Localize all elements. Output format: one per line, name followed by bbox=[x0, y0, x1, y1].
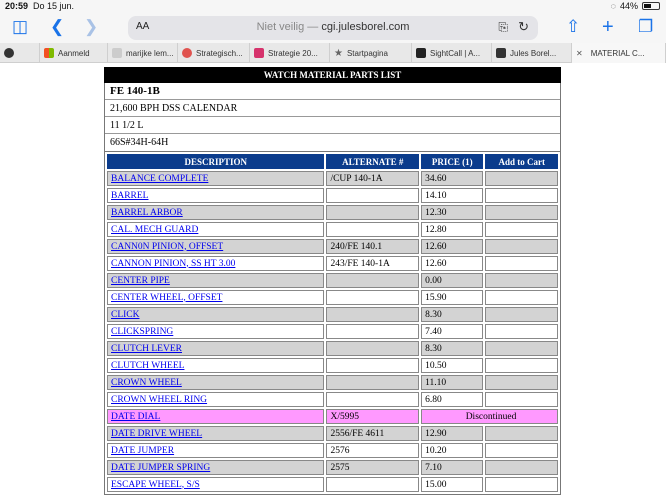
add-to-cart-cell[interactable] bbox=[485, 307, 558, 322]
add-to-cart-cell[interactable] bbox=[485, 426, 558, 441]
part-link[interactable]: CENTER PIPE bbox=[111, 275, 170, 286]
tab-label: MATERIAL C... bbox=[590, 48, 645, 58]
part-description-cell bbox=[107, 460, 324, 475]
table-row bbox=[107, 290, 558, 305]
table-row bbox=[107, 460, 558, 475]
tab-jules-borel[interactable] bbox=[492, 43, 572, 63]
tab-aanmeld[interactable] bbox=[40, 43, 108, 63]
part-description-cell bbox=[107, 477, 324, 492]
discontinued-cell: Discontinued bbox=[421, 409, 558, 424]
alternate-cell bbox=[326, 188, 419, 203]
price-cell: 34.60 bbox=[421, 171, 483, 186]
part-description-cell bbox=[107, 392, 324, 407]
part-description-cell bbox=[107, 324, 324, 339]
part-link[interactable]: CENTER WHEEL, OFFSET bbox=[111, 292, 223, 303]
part-link[interactable]: ESCAPE WHEEL, S/S bbox=[111, 479, 200, 490]
add-to-cart-cell[interactable] bbox=[485, 392, 558, 407]
column-header-description: DESCRIPTION bbox=[107, 154, 324, 169]
movement-info-line: 21,600 BPH DSS CALENDAR bbox=[105, 100, 560, 117]
sightcall-icon bbox=[416, 48, 426, 58]
add-to-cart-cell[interactable] bbox=[485, 188, 558, 203]
tab-pinned-1[interactable] bbox=[0, 43, 40, 63]
alternate-cell bbox=[326, 392, 419, 407]
table-row bbox=[107, 273, 558, 288]
alternate-cell bbox=[326, 324, 419, 339]
microsoft-icon bbox=[44, 48, 54, 58]
price-cell: 12.90 bbox=[421, 426, 483, 441]
part-description-cell bbox=[107, 375, 324, 390]
address-bar[interactable] bbox=[128, 16, 538, 40]
status-bar bbox=[0, 0, 666, 13]
tab-label: Strategisch... bbox=[196, 48, 243, 58]
part-description-cell bbox=[107, 256, 324, 271]
part-link[interactable]: CANN0N PINION, OFFSET bbox=[111, 241, 224, 252]
table-row bbox=[107, 171, 558, 186]
price-cell: 10.20 bbox=[421, 443, 483, 458]
tabs-overview-icon[interactable]: ❐ bbox=[638, 17, 654, 36]
price-cell: 7.10 bbox=[421, 460, 483, 475]
part-link[interactable]: DATE JUMPER bbox=[111, 445, 175, 456]
battery-icon bbox=[642, 2, 660, 10]
add-to-cart-cell[interactable] bbox=[485, 324, 558, 339]
movement-model: FE 140-1B bbox=[105, 83, 560, 100]
alternate-cell: 2575 bbox=[326, 460, 419, 475]
tab-label: Jules Borel... bbox=[510, 48, 557, 58]
add-to-cart-cell[interactable] bbox=[485, 239, 558, 254]
table-header-row bbox=[107, 154, 558, 169]
part-link[interactable]: CLICK bbox=[111, 309, 140, 320]
page-icon bbox=[112, 48, 122, 58]
reload-icon[interactable]: ↻ bbox=[518, 19, 529, 34]
add-to-cart-cell[interactable] bbox=[485, 477, 558, 492]
tab-favicon-icon bbox=[4, 48, 14, 58]
table-row bbox=[107, 426, 558, 441]
url-display[interactable] bbox=[128, 21, 538, 33]
part-link[interactable]: CROWN WHEEL RING bbox=[111, 394, 208, 405]
part-link[interactable]: CROWN WHEEL bbox=[111, 377, 182, 388]
domain-label: cgi.julesborel.com bbox=[321, 21, 410, 33]
tab-material-active[interactable] bbox=[572, 43, 666, 63]
add-to-cart-cell[interactable] bbox=[485, 443, 558, 458]
add-to-cart-cell[interactable] bbox=[485, 256, 558, 271]
price-cell: 15.00 bbox=[421, 477, 483, 492]
add-to-cart-cell[interactable] bbox=[485, 341, 558, 356]
alternate-cell bbox=[326, 290, 419, 305]
add-to-cart-cell[interactable] bbox=[485, 290, 558, 305]
part-link[interactable]: CAL. MECH GUARD bbox=[111, 224, 199, 235]
clock: 20:59 bbox=[5, 1, 29, 11]
alternate-cell bbox=[326, 358, 419, 373]
sidebar-icon[interactable]: ◫ bbox=[12, 17, 29, 36]
part-link[interactable]: DATE JUMPER SPRING bbox=[111, 462, 211, 473]
tab-sightcall[interactable] bbox=[412, 43, 492, 63]
alternate-cell bbox=[326, 222, 419, 237]
part-description-cell bbox=[107, 239, 324, 254]
part-link[interactable]: CLUTCH WHEEL bbox=[111, 360, 185, 371]
add-to-cart-cell[interactable] bbox=[485, 460, 558, 475]
star-icon: ★ bbox=[334, 47, 343, 59]
price-cell: 14.10 bbox=[421, 188, 483, 203]
column-header-price: PRICE (1) bbox=[421, 154, 483, 169]
tab-strategisch[interactable] bbox=[178, 43, 250, 63]
part-description-cell bbox=[107, 188, 324, 203]
part-description-cell bbox=[107, 341, 324, 356]
table-row bbox=[107, 392, 558, 407]
part-description-cell bbox=[107, 409, 324, 424]
table-row bbox=[107, 205, 558, 220]
alternate-cell bbox=[326, 341, 419, 356]
part-link[interactable]: BARREL bbox=[111, 190, 149, 201]
alternate-cell bbox=[326, 307, 419, 322]
part-description-cell bbox=[107, 273, 324, 288]
browser-toolbar bbox=[0, 13, 666, 43]
price-cell: 15.90 bbox=[421, 290, 483, 305]
table-row bbox=[107, 341, 558, 356]
movement-info bbox=[104, 83, 561, 152]
share-icon[interactable]: ⇧ bbox=[566, 17, 581, 36]
part-link[interactable]: DATE DRIVE WHEEL bbox=[111, 428, 203, 439]
price-cell: 11.10 bbox=[421, 375, 483, 390]
part-description-cell bbox=[107, 171, 324, 186]
alternate-cell: 240/FE 140.1 bbox=[326, 239, 419, 254]
part-description-cell bbox=[107, 443, 324, 458]
wifi-icon: ◌ bbox=[610, 1, 616, 11]
new-tab-icon[interactable]: + bbox=[602, 16, 614, 38]
part-description-cell bbox=[107, 307, 324, 322]
tab-strategie[interactable] bbox=[250, 43, 330, 63]
table-row bbox=[107, 307, 558, 322]
tab-label: Aanmeld bbox=[58, 48, 90, 58]
column-header-alternate: ALTERNATE # bbox=[326, 154, 419, 169]
translate-icon[interactable]: ⎘ bbox=[498, 20, 508, 34]
tab-label: SightCall | A... bbox=[430, 48, 481, 58]
table-row bbox=[107, 222, 558, 237]
add-to-cart-cell[interactable] bbox=[485, 222, 558, 237]
tab-marijke[interactable] bbox=[108, 43, 178, 63]
jules-borel-icon bbox=[496, 48, 506, 58]
not-secure-label: Niet veilig — bbox=[256, 21, 319, 33]
alternate-cell bbox=[326, 205, 419, 220]
price-cell: 6.80 bbox=[421, 392, 483, 407]
brand-icon bbox=[254, 48, 264, 58]
add-to-cart-cell[interactable] bbox=[485, 375, 558, 390]
part-link[interactable]: CLUTCH LEVER bbox=[111, 343, 182, 354]
alternate-cell bbox=[326, 375, 419, 390]
add-to-cart-cell[interactable] bbox=[485, 358, 558, 373]
part-description-cell bbox=[107, 426, 324, 441]
page-title: WATCH MATERIAL PARTS LIST bbox=[104, 67, 561, 83]
alternate-cell: 2576 bbox=[326, 443, 419, 458]
parts-list-page bbox=[104, 67, 561, 495]
table-row bbox=[107, 188, 558, 203]
table-row bbox=[107, 443, 558, 458]
price-cell: 8.30 bbox=[421, 341, 483, 356]
forward-icon[interactable]: ❯ bbox=[84, 17, 99, 36]
table-row bbox=[107, 239, 558, 254]
movement-info-line: 11 1/2 L bbox=[105, 117, 560, 134]
battery-percent: 44% bbox=[619, 1, 638, 11]
price-cell: 12.80 bbox=[421, 222, 483, 237]
alternate-cell bbox=[326, 477, 419, 492]
tab-label: Startpagina bbox=[346, 48, 388, 58]
part-link[interactable]: BARREL ARBOR bbox=[111, 207, 183, 218]
alternate-cell bbox=[326, 273, 419, 288]
alternate-cell: X/5995 bbox=[326, 409, 419, 424]
price-cell: 12.60 bbox=[421, 256, 483, 271]
tab-bar bbox=[0, 43, 666, 63]
part-link[interactable]: CLICKSPRING bbox=[111, 326, 174, 337]
target-icon bbox=[182, 48, 192, 58]
part-description-cell bbox=[107, 358, 324, 373]
reader-text-size-button[interactable]: AA bbox=[136, 21, 150, 32]
status-indicators bbox=[611, 1, 660, 11]
tab-label: Strategie 20... bbox=[268, 48, 318, 58]
add-to-cart-cell[interactable] bbox=[485, 171, 558, 186]
table-row bbox=[107, 358, 558, 373]
table-row bbox=[107, 477, 558, 492]
price-cell: 10.50 bbox=[421, 358, 483, 373]
table-row bbox=[107, 324, 558, 339]
movement-info-line: 66S#34H-64H bbox=[110, 137, 169, 148]
table-row bbox=[107, 256, 558, 271]
part-description-cell bbox=[107, 290, 324, 305]
part-link[interactable]: DATE DIAL bbox=[111, 411, 161, 422]
alternate-cell: 2556/FE 4611 bbox=[326, 426, 419, 441]
part-description-cell bbox=[107, 205, 324, 220]
add-to-cart-cell[interactable] bbox=[485, 273, 558, 288]
alternate-cell: 243/FE 140-1A bbox=[326, 256, 419, 271]
table-row bbox=[107, 375, 558, 390]
price-cell: 8.30 bbox=[421, 307, 483, 322]
price-cell: 12.60 bbox=[421, 239, 483, 254]
price-cell: 7.40 bbox=[421, 324, 483, 339]
date: Do 15 jun. bbox=[33, 1, 75, 11]
parts-table-body bbox=[107, 171, 558, 492]
add-to-cart-cell[interactable] bbox=[485, 205, 558, 220]
price-cell: 0.00 bbox=[421, 273, 483, 288]
tab-startpagina[interactable] bbox=[330, 43, 412, 63]
tab-label: marijke lem... bbox=[126, 48, 174, 58]
part-description-cell bbox=[107, 222, 324, 237]
price-cell: 12.30 bbox=[421, 205, 483, 220]
close-tab-icon[interactable]: ✕ bbox=[576, 48, 583, 58]
part-link[interactable]: CANNON PINION, SS HT 3.00 bbox=[111, 258, 236, 269]
back-icon[interactable]: ❮ bbox=[50, 17, 65, 36]
table-row bbox=[107, 409, 558, 424]
part-link[interactable]: BALANCE COMPLETE bbox=[111, 173, 209, 184]
alternate-cell: /CUP 140-1A bbox=[326, 171, 419, 186]
column-header-add-to-cart: Add to Cart bbox=[485, 154, 558, 169]
parts-table bbox=[104, 152, 561, 495]
